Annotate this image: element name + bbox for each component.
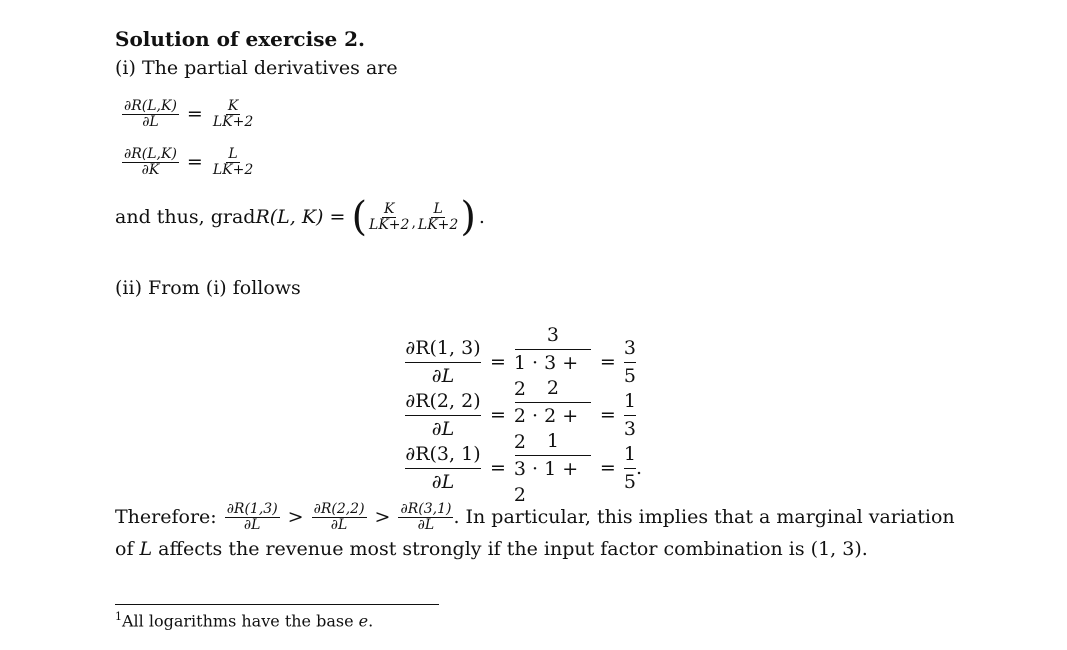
equals-sign: =	[186, 151, 203, 174]
part-i-intro: (i) The partial derivatives are	[115, 57, 398, 79]
line2-variable: L	[139, 538, 153, 560]
evaluation-row	[404, 428, 642, 509]
gradient-component-1	[367, 202, 411, 232]
equals-sign: =	[599, 351, 616, 374]
lhs-numerator: ∂R(L,K)	[124, 98, 177, 114]
lhs-numerator: ∂R(L,K)	[124, 146, 177, 162]
period: .	[478, 206, 485, 228]
rhs-numerator: L	[228, 146, 238, 162]
fraction-denominator: ∂L	[330, 516, 348, 533]
line2-rest: affects the revenue most strongly if the input factor combination is (1, 3).	[152, 538, 868, 560]
equals-sign: =	[490, 457, 506, 480]
footnote-end: .	[368, 611, 374, 631]
lhs-denominator: ∂K	[141, 161, 160, 178]
rhs-fraction-l	[211, 99, 255, 129]
conclusion-fraction-2	[312, 502, 367, 532]
lhs-fraction-l	[122, 99, 179, 129]
middle-denominator: 2 · 2 + 2	[513, 404, 579, 454]
comma: ,	[411, 215, 416, 231]
fraction-numerator: ∂R(2,2)	[313, 501, 365, 517]
result-numerator: 1	[624, 441, 636, 469]
conclusion-fraction-1	[225, 502, 280, 532]
gradient-function: R(L, K) =	[255, 206, 346, 228]
rhs-denominator: LK+2	[212, 113, 254, 130]
result-denominator: 5	[623, 470, 636, 493]
conclusion-line-2	[115, 538, 868, 560]
heading: Solution of exercise 2.	[115, 27, 366, 51]
footnote-mark: 1	[115, 610, 122, 623]
fraction-denominator: ∂L	[417, 516, 435, 533]
rhs-numerator: K	[227, 98, 239, 114]
lhs-fraction	[404, 441, 482, 495]
middle-denominator: 1 · 3 + 2	[513, 351, 579, 401]
lhs-fraction-k	[122, 147, 179, 177]
gradient-prefix: and thus, grad	[115, 206, 256, 228]
component-numerator: K	[384, 200, 395, 217]
greater-than: >	[374, 506, 391, 529]
lhs-denominator: ∂L	[142, 113, 159, 130]
component-denominator: LK+2	[417, 216, 459, 233]
conclusion-fraction-3	[398, 502, 453, 532]
equals-sign: =	[599, 404, 616, 427]
lhs-denominator: ∂L	[431, 417, 455, 440]
equals-sign: =	[490, 351, 506, 374]
component-numerator: L	[433, 200, 443, 217]
equals-sign: =	[186, 103, 203, 126]
row-end: .	[635, 457, 642, 480]
partial-derivative-k	[122, 147, 255, 177]
middle-denominator: 3 · 1 + 2	[513, 457, 579, 507]
fraction-denominator: ∂L	[243, 516, 261, 533]
rhs-fraction-k	[211, 147, 255, 177]
middle-numerator: 1	[515, 428, 591, 456]
footnote-rule	[115, 604, 439, 605]
result-numerator: 3	[624, 335, 636, 363]
lhs-numerator: ∂R(2, 2)	[405, 388, 481, 416]
line2-prefix: of	[115, 538, 140, 560]
middle-numerator: 2	[515, 375, 591, 403]
partial-derivative-l	[122, 99, 255, 129]
component-denominator: LK+2	[369, 216, 410, 233]
middle-numerator: 3	[515, 322, 591, 350]
gradient-component-2	[416, 202, 460, 232]
result-numerator: 1	[624, 388, 636, 416]
footnote-text: All logarithms have the base	[122, 611, 359, 631]
conclusion-line-1-rest: . In particular, this implies that a marginal variation	[453, 506, 955, 529]
conclusion-line-1	[115, 502, 955, 532]
greater-than: >	[287, 506, 304, 529]
rhs-denominator: LK+2	[212, 161, 254, 178]
footnote-variable: e	[358, 611, 369, 631]
footnote	[115, 610, 373, 630]
lhs-numerator: ∂R(3, 1)	[405, 441, 481, 469]
equals-sign: =	[599, 457, 616, 480]
equals-sign: =	[490, 404, 506, 427]
middle-fraction	[514, 428, 592, 509]
result-denominator: 5	[623, 364, 636, 387]
fraction-numerator: ∂R(3,1)	[400, 501, 452, 517]
open-paren: (	[351, 194, 368, 240]
lhs-denominator: ∂L	[431, 470, 455, 493]
lhs-numerator: ∂R(1, 3)	[405, 335, 481, 363]
fraction-numerator: ∂R(1,3)	[226, 501, 278, 517]
part-ii-intro: (ii) From (i) follows	[115, 277, 301, 299]
lhs-denominator: ∂L	[431, 364, 455, 387]
result-fraction	[624, 441, 636, 495]
result-denominator: 3	[623, 417, 636, 440]
conclusion-lead: Therefore:	[115, 506, 217, 529]
gradient-line	[115, 194, 485, 240]
close-paren: )	[460, 194, 476, 240]
